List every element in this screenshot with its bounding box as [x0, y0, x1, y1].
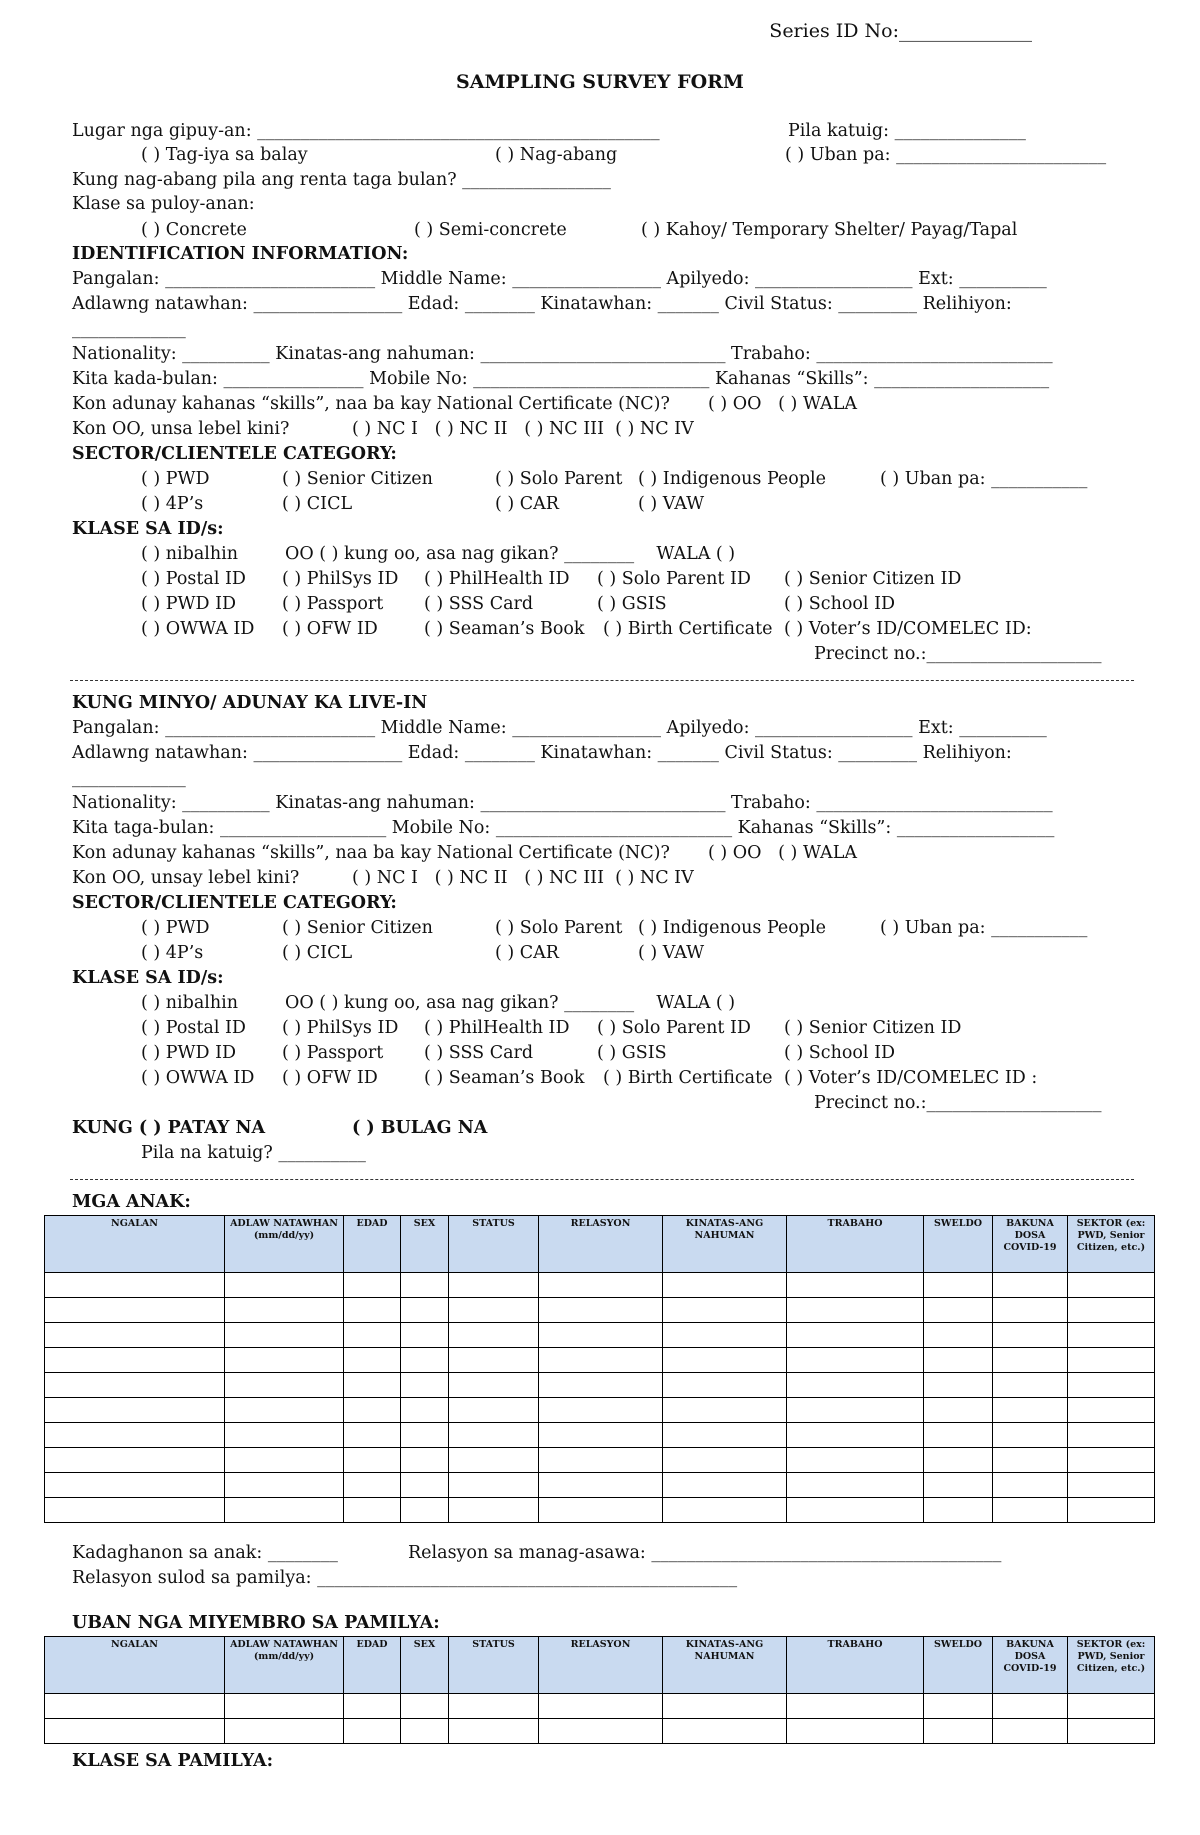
- table-cell[interactable]: [539, 1273, 663, 1298]
- solo-parent-option[interactable]: ( ) Solo Parent: [495, 469, 623, 489]
- table-cell[interactable]: [45, 1323, 225, 1348]
- table-cell[interactable]: [787, 1373, 924, 1398]
- sector-uban-option[interactable]: ( ) Uban pa: ___________: [880, 469, 1088, 489]
- spouse-pwd-option[interactable]: ( ) PWD: [141, 918, 210, 938]
- table-cell[interactable]: [924, 1398, 993, 1423]
- spouse-cicl-option[interactable]: ( ) CICL: [282, 943, 353, 963]
- klase-puloy-label: Klase sa puloy-anan:: [72, 194, 255, 214]
- table-cell[interactable]: [45, 1448, 225, 1473]
- table-cell[interactable]: [787, 1448, 924, 1473]
- table-cell[interactable]: [45, 1273, 225, 1298]
- table-row: [45, 1498, 1155, 1523]
- table-cell[interactable]: [924, 1423, 993, 1448]
- identification-heading: IDENTIFICATION INFORMATION:: [72, 244, 409, 264]
- table-cell[interactable]: [787, 1498, 924, 1523]
- table-row: [45, 1373, 1155, 1398]
- spouse-nationality-line[interactable]: Nationality: __________ Kinatas-ang nahuman: ____________________________ Trabaho: ___________________________: [72, 793, 1053, 813]
- table-row: [45, 1348, 1155, 1373]
- table-cell[interactable]: [401, 1498, 449, 1523]
- table-cell[interactable]: [787, 1298, 924, 1323]
- other-members-table-header: [45, 1637, 1155, 1694]
- column-header: EDAD: [344, 1216, 401, 1273]
- table-cell[interactable]: [449, 1298, 539, 1323]
- table-cell[interactable]: [344, 1694, 401, 1719]
- column-header: EDAD: [344, 1637, 401, 1694]
- table-cell[interactable]: [539, 1298, 663, 1323]
- table-cell[interactable]: [993, 1398, 1068, 1423]
- table-cell[interactable]: [924, 1298, 993, 1323]
- uban-miyembro-heading: UBAN NGA MIYEMBRO SA PAMILYA:: [72, 1613, 440, 1633]
- school-id-option[interactable]: ( ) School ID: [784, 594, 896, 614]
- table-row: [45, 1323, 1155, 1348]
- owwa-id-option[interactable]: ( ) OWWA ID: [141, 619, 255, 639]
- table-cell[interactable]: [225, 1498, 344, 1523]
- spouse-sss-card-option[interactable]: ( ) SSS Card: [424, 1043, 534, 1063]
- column-header: SEX: [401, 1637, 449, 1694]
- lugar-field[interactable]: Lugar nga gipuy-an: ______________________________________________: [72, 121, 660, 141]
- table-cell[interactable]: [1068, 1719, 1155, 1744]
- seaman-book-option[interactable]: ( ) Seaman’s Book: [424, 619, 585, 639]
- spouse-passport-option[interactable]: ( ) Passport: [282, 1043, 384, 1063]
- spouse-klase-id-heading: KLASE SA ID/s:: [72, 968, 224, 988]
- spouse-pwd-id-option[interactable]: ( ) PWD ID: [141, 1043, 237, 1063]
- id-name-line[interactable]: Pangalan: ________________________ Middle Name: _________________ Apilyedo: __________________ Ext: __________: [72, 269, 1047, 289]
- table-cell[interactable]: [539, 1398, 663, 1423]
- table-cell[interactable]: [401, 1323, 449, 1348]
- table-cell[interactable]: [663, 1348, 787, 1373]
- id-birth-line[interactable]: Adlawng natawhan: _________________ Edad: ________ Kinatawhan: _______ Civil Status: _________ Relihiyon:: [72, 294, 1012, 314]
- spouse-income-line[interactable]: Kita taga-bulan: ___________________ Mobile No: ___________________________ Kahanas “Skills”: __________________: [72, 818, 1055, 838]
- table-cell[interactable]: [993, 1373, 1068, 1398]
- table-cell[interactable]: [344, 1348, 401, 1373]
- table-cell[interactable]: [993, 1719, 1068, 1744]
- table-cell[interactable]: [1068, 1298, 1155, 1323]
- table-cell[interactable]: [45, 1348, 225, 1373]
- spouse-philsys-id-option[interactable]: ( ) PhilSys ID: [282, 1018, 399, 1038]
- column-header: BAKUNA DOSA COVID-19: [993, 1637, 1068, 1694]
- table-cell[interactable]: [924, 1719, 993, 1744]
- table-cell[interactable]: [993, 1273, 1068, 1298]
- spouse-senior-id-option[interactable]: ( ) Senior Citizen ID: [784, 1018, 962, 1038]
- spouse-religion-blank[interactable]: _____________: [72, 768, 186, 788]
- table-cell[interactable]: [344, 1423, 401, 1448]
- pwd-option[interactable]: ( ) PWD: [141, 469, 210, 489]
- table-cell[interactable]: [993, 1448, 1068, 1473]
- section-divider: [70, 1179, 1134, 1180]
- table-cell[interactable]: [787, 1398, 924, 1423]
- spouse-birth-line[interactable]: Adlawng natawhan: _________________ Edad: ________ Kinatawhan: _______ Civil Status: _________ Relihiyon:: [72, 743, 1012, 763]
- table-cell[interactable]: [45, 1423, 225, 1448]
- table-cell[interactable]: [225, 1348, 344, 1373]
- table-cell[interactable]: [539, 1373, 663, 1398]
- table-cell[interactable]: [401, 1373, 449, 1398]
- table-cell[interactable]: [449, 1498, 539, 1523]
- nibalhin-origin-field[interactable]: OO ( ) kung oo, asa nag gikan? ________ WALA ( ): [285, 544, 736, 564]
- senior-option[interactable]: ( ) Senior Citizen: [282, 469, 433, 489]
- table-cell[interactable]: [225, 1323, 344, 1348]
- table-cell[interactable]: [344, 1273, 401, 1298]
- 4ps-option[interactable]: ( ) 4P’s: [141, 494, 204, 514]
- column-header: NGALAN: [45, 1637, 225, 1694]
- spouse-precinct-field[interactable]: Precinct no.:____________________: [814, 1093, 1102, 1113]
- table-cell[interactable]: [539, 1694, 663, 1719]
- klase-id-heading: KLASE SA ID/s:: [72, 519, 224, 539]
- sector-heading: SECTOR/CLIENTELE CATEGORY:: [72, 444, 397, 464]
- table-cell[interactable]: [344, 1298, 401, 1323]
- table-cell[interactable]: [1068, 1398, 1155, 1423]
- spouse-nibalhin-origin-field[interactable]: OO ( ) kung oo, asa nag gikan? ________ WALA ( ): [285, 993, 736, 1013]
- table-cell[interactable]: [45, 1694, 225, 1719]
- gsis-option[interactable]: ( ) GSIS: [597, 594, 667, 614]
- table-cell[interactable]: [663, 1373, 787, 1398]
- id-income-line[interactable]: Kita kada-bulan: ________________ Mobile No: ___________________________ Kahanas “Skills”: ____________________: [72, 369, 1050, 389]
- table-cell[interactable]: [449, 1348, 539, 1373]
- table-cell[interactable]: [924, 1694, 993, 1719]
- column-header: KINATAS-ANG NAHUMAN: [663, 1637, 787, 1694]
- semi-concrete-option[interactable]: ( ) Semi-concrete: [414, 220, 567, 240]
- table-row: [45, 1694, 1155, 1719]
- table-cell[interactable]: [401, 1473, 449, 1498]
- spouse-nc-level-question: Kon OO, unsay lebel kini?: [72, 868, 300, 888]
- table-cell[interactable]: [225, 1694, 344, 1719]
- table-cell[interactable]: [663, 1398, 787, 1423]
- table-cell[interactable]: [787, 1273, 924, 1298]
- table-cell[interactable]: [663, 1273, 787, 1298]
- spouse-philhealth-id-option[interactable]: ( ) PhilHealth ID: [424, 1018, 570, 1038]
- spouse-car-option[interactable]: ( ) CAR: [495, 943, 559, 963]
- spouse-voters-id-option[interactable]: ( ) Voter’s ID/COMELEC ID :: [784, 1068, 1038, 1088]
- table-cell[interactable]: [401, 1448, 449, 1473]
- table-cell[interactable]: [993, 1323, 1068, 1348]
- table-cell[interactable]: [225, 1719, 344, 1744]
- spouse-postal-id-option[interactable]: ( ) Postal ID: [141, 1018, 246, 1038]
- table-cell[interactable]: [1068, 1448, 1155, 1473]
- voters-id-option[interactable]: ( ) Voter’s ID/COMELEC ID:: [784, 619, 1032, 639]
- spouse-school-id-option[interactable]: ( ) School ID: [784, 1043, 896, 1063]
- column-header: RELASYON: [539, 1216, 663, 1273]
- table-cell[interactable]: [924, 1273, 993, 1298]
- table-cell[interactable]: [993, 1694, 1068, 1719]
- column-header: TRABAHO: [787, 1637, 924, 1694]
- table-cell[interactable]: [1068, 1498, 1155, 1523]
- table-cell[interactable]: [45, 1373, 225, 1398]
- spouse-indigenous-option[interactable]: ( ) Indigenous People: [638, 918, 826, 938]
- form-title: SAMPLING SURVEY FORM: [456, 71, 744, 93]
- table-cell[interactable]: [539, 1473, 663, 1498]
- column-header: KINATAS-ANG NAHUMAN: [663, 1216, 787, 1273]
- table-cell[interactable]: [225, 1298, 344, 1323]
- table-cell[interactable]: [993, 1348, 1068, 1373]
- precinct-field[interactable]: Precinct no.:____________________: [814, 644, 1102, 664]
- table-cell[interactable]: [225, 1448, 344, 1473]
- spouse-senior-option[interactable]: ( ) Senior Citizen: [282, 918, 433, 938]
- kahoy-option[interactable]: ( ) Kahoy/ Temporary Shelter/ Payag/Tapal: [641, 220, 1018, 240]
- table-row: [45, 1423, 1155, 1448]
- table-cell[interactable]: [539, 1423, 663, 1448]
- table-cell[interactable]: [787, 1423, 924, 1448]
- table-cell[interactable]: [401, 1694, 449, 1719]
- spouse-gsis-option[interactable]: ( ) GSIS: [597, 1043, 667, 1063]
- spouse-nibalhin-option[interactable]: ( ) nibalhin: [141, 993, 239, 1013]
- spouse-vaw-option[interactable]: ( ) VAW: [638, 943, 705, 963]
- table-cell[interactable]: [344, 1323, 401, 1348]
- kung-patay-option[interactable]: KUNG ( ) PATAY NA: [72, 1118, 266, 1138]
- spouse-nc-level-options[interactable]: ( ) NC I ( ) NC II ( ) NC III ( ) NC IV: [352, 868, 694, 888]
- table-cell[interactable]: [1068, 1694, 1155, 1719]
- vaw-option[interactable]: ( ) VAW: [638, 494, 705, 514]
- table-cell[interactable]: [993, 1298, 1068, 1323]
- spouse-ofw-id-option[interactable]: ( ) OFW ID: [282, 1068, 378, 1088]
- concrete-option[interactable]: ( ) Concrete: [141, 220, 247, 240]
- spouse-birth-cert-option[interactable]: ( ) Birth Certificate: [603, 1068, 773, 1088]
- id-nc-options[interactable]: ( ) OO ( ) WALA: [708, 394, 857, 414]
- table-cell[interactable]: [449, 1694, 539, 1719]
- table-cell[interactable]: [787, 1719, 924, 1744]
- bulag-option[interactable]: ( ) BULAG NA: [352, 1118, 488, 1138]
- table-cell[interactable]: [924, 1373, 993, 1398]
- table-cell[interactable]: [1068, 1373, 1155, 1398]
- ofw-id-option[interactable]: ( ) OFW ID: [282, 619, 378, 639]
- pwd-id-option[interactable]: ( ) PWD ID: [141, 594, 237, 614]
- table-cell[interactable]: [401, 1298, 449, 1323]
- column-header: ADLAW NATAWHAN (mm/dd/yy): [225, 1637, 344, 1694]
- column-header: ADLAW NATAWHAN (mm/dd/yy): [225, 1216, 344, 1273]
- table-cell[interactable]: [344, 1398, 401, 1423]
- table-cell[interactable]: [45, 1473, 225, 1498]
- table-cell[interactable]: [225, 1473, 344, 1498]
- id-nc-question: Kon adunay kahanas “skills”, naa ba kay National Certificate (NC)?: [72, 394, 670, 414]
- column-header: SEKTOR (ex: PWD, Senior Citizen, etc.): [1068, 1216, 1155, 1273]
- table-cell[interactable]: [924, 1498, 993, 1523]
- table-cell[interactable]: [787, 1348, 924, 1373]
- column-header: STATUS: [449, 1216, 539, 1273]
- column-header: NGALAN: [45, 1216, 225, 1273]
- table-row: [45, 1448, 1155, 1473]
- table-cell[interactable]: [401, 1423, 449, 1448]
- table-cell[interactable]: [1068, 1473, 1155, 1498]
- car-option[interactable]: ( ) CAR: [495, 494, 559, 514]
- table-row: [45, 1719, 1155, 1744]
- table-cell[interactable]: [993, 1423, 1068, 1448]
- table-cell[interactable]: [663, 1719, 787, 1744]
- spouse-solo-parent-option[interactable]: ( ) Solo Parent: [495, 918, 623, 938]
- table-cell[interactable]: [449, 1448, 539, 1473]
- table-cell[interactable]: [924, 1448, 993, 1473]
- table-cell[interactable]: [401, 1719, 449, 1744]
- table-cell[interactable]: [663, 1448, 787, 1473]
- column-header: RELASYON: [539, 1637, 663, 1694]
- pila-katuig-field[interactable]: Pila katuig: _______________: [788, 121, 1026, 141]
- table-row: [45, 1298, 1155, 1323]
- column-header: TRABAHO: [787, 1216, 924, 1273]
- cicl-option[interactable]: ( ) CICL: [282, 494, 353, 514]
- table-cell[interactable]: [787, 1473, 924, 1498]
- table-cell[interactable]: [225, 1273, 344, 1298]
- spouse-4ps-option[interactable]: ( ) 4P’s: [141, 943, 204, 963]
- table-cell[interactable]: [539, 1498, 663, 1523]
- table-cell[interactable]: [344, 1498, 401, 1523]
- table-cell[interactable]: [663, 1694, 787, 1719]
- table-cell[interactable]: [225, 1398, 344, 1423]
- table-cell[interactable]: [539, 1348, 663, 1373]
- passport-option[interactable]: ( ) Passport: [282, 594, 384, 614]
- renta-field[interactable]: Kung nag-abang pila ang renta taga bulan? _________________: [72, 170, 611, 190]
- spouse-nc-options[interactable]: ( ) OO ( ) WALA: [708, 843, 857, 863]
- spouse-name-line[interactable]: Pangalan: ________________________ Middle Name: _________________ Apilyedo: __________________ Ext: __________: [72, 718, 1047, 738]
- table-row: [45, 1398, 1155, 1423]
- relasyon-sulod-field[interactable]: Relasyon sulod sa pamilya: ________________________________________________: [72, 1568, 738, 1588]
- table-cell[interactable]: [45, 1398, 225, 1423]
- column-header: BAKUNA DOSA COVID-19: [993, 1216, 1068, 1273]
- table-cell[interactable]: [1068, 1423, 1155, 1448]
- id-religion-blank[interactable]: _____________: [72, 319, 186, 339]
- table-cell[interactable]: [539, 1448, 663, 1473]
- table-cell[interactable]: [449, 1273, 539, 1298]
- spouse-seaman-book-option[interactable]: ( ) Seaman’s Book: [424, 1068, 585, 1088]
- uban-pa-option[interactable]: ( ) Uban pa: ________________________: [785, 145, 1107, 165]
- column-header: SWELDO: [924, 1216, 993, 1273]
- indigenous-option[interactable]: ( ) Indigenous People: [638, 469, 826, 489]
- series-id-field[interactable]: Series ID No:______________: [769, 20, 1032, 42]
- table-cell[interactable]: [45, 1298, 225, 1323]
- spouse-solo-parent-id-option[interactable]: ( ) Solo Parent ID: [597, 1018, 751, 1038]
- kadaghanon-field[interactable]: Kadaghanon sa anak: ________: [72, 1543, 338, 1563]
- other-members-table: [44, 1636, 1155, 1744]
- id-nc-level-options[interactable]: ( ) NC I ( ) NC II ( ) NC III ( ) NC IV: [352, 419, 694, 439]
- id-nationality-line[interactable]: Nationality: __________ Kinatas-ang nahuman: ____________________________ Trabaho: ___________________________: [72, 344, 1053, 364]
- table-cell[interactable]: [225, 1373, 344, 1398]
- philsys-id-option[interactable]: ( ) PhilSys ID: [282, 569, 399, 589]
- table-cell[interactable]: [449, 1398, 539, 1423]
- table-cell[interactable]: [663, 1323, 787, 1348]
- column-header: SEX: [401, 1216, 449, 1273]
- table-cell[interactable]: [924, 1473, 993, 1498]
- table-cell[interactable]: [344, 1473, 401, 1498]
- table-cell[interactable]: [449, 1323, 539, 1348]
- table-row: [45, 1473, 1155, 1498]
- relasyon-asawa-field[interactable]: Relasyon sa manag-asawa: ________________________________________: [408, 1543, 1002, 1563]
- table-cell[interactable]: [401, 1348, 449, 1373]
- table-cell[interactable]: [225, 1423, 344, 1448]
- table-cell[interactable]: [449, 1719, 539, 1744]
- spouse-sector-uban-option[interactable]: ( ) Uban pa: ___________: [880, 918, 1088, 938]
- spouse-owwa-id-option[interactable]: ( ) OWWA ID: [141, 1068, 255, 1088]
- table-cell[interactable]: [924, 1323, 993, 1348]
- table-cell[interactable]: [401, 1273, 449, 1298]
- spouse-heading: KUNG MINYO/ ADUNAY KA LIVE-IN: [72, 693, 428, 713]
- section-divider: [70, 680, 1134, 681]
- table-cell[interactable]: [1068, 1273, 1155, 1298]
- children-table-header: [45, 1216, 1155, 1273]
- birth-cert-option[interactable]: ( ) Birth Certificate: [603, 619, 773, 639]
- column-header: SEKTOR (ex: PWD, Senior Citizen, etc.): [1068, 1637, 1155, 1694]
- column-header: SWELDO: [924, 1637, 993, 1694]
- klase-pamilya-heading: KLASE SA PAMILYA:: [72, 1751, 274, 1771]
- postal-id-option[interactable]: ( ) Postal ID: [141, 569, 246, 589]
- table-cell[interactable]: [539, 1719, 663, 1744]
- children-table: [44, 1215, 1155, 1523]
- table-cell[interactable]: [1068, 1323, 1155, 1348]
- table-cell[interactable]: [449, 1373, 539, 1398]
- table-cell[interactable]: [993, 1498, 1068, 1523]
- sss-card-option[interactable]: ( ) SSS Card: [424, 594, 534, 614]
- table-cell[interactable]: [449, 1423, 539, 1448]
- table-cell[interactable]: [449, 1473, 539, 1498]
- table-row: [45, 1273, 1155, 1298]
- table-cell[interactable]: [401, 1398, 449, 1423]
- table-cell[interactable]: [787, 1323, 924, 1348]
- tag-iya-option[interactable]: ( ) Tag-iya sa balay: [141, 145, 308, 165]
- spouse-nc-question: Kon adunay kahanas “skills”, naa ba kay National Certificate (NC)?: [72, 843, 670, 863]
- table-cell[interactable]: [924, 1348, 993, 1373]
- column-header: STATUS: [449, 1637, 539, 1694]
- table-cell[interactable]: [663, 1498, 787, 1523]
- table-cell[interactable]: [993, 1473, 1068, 1498]
- table-cell[interactable]: [663, 1423, 787, 1448]
- nag-abang-option[interactable]: ( ) Nag-abang: [495, 145, 618, 165]
- senior-id-option[interactable]: ( ) Senior Citizen ID: [784, 569, 962, 589]
- solo-parent-id-option[interactable]: ( ) Solo Parent ID: [597, 569, 751, 589]
- mga-anak-heading: MGA ANAK:: [72, 1192, 191, 1212]
- table-cell[interactable]: [344, 1373, 401, 1398]
- table-cell[interactable]: [344, 1448, 401, 1473]
- table-cell[interactable]: [663, 1473, 787, 1498]
- table-cell[interactable]: [45, 1719, 225, 1744]
- table-cell[interactable]: [1068, 1348, 1155, 1373]
- table-cell[interactable]: [45, 1498, 225, 1523]
- pila-na-katuig-field[interactable]: Pila na katuig? __________: [141, 1143, 366, 1163]
- spouse-sector-heading: SECTOR/CLIENTELE CATEGORY:: [72, 893, 397, 913]
- table-cell[interactable]: [539, 1323, 663, 1348]
- id-nc-level-question: Kon OO, unsa lebel kini?: [72, 419, 290, 439]
- table-cell[interactable]: [344, 1719, 401, 1744]
- table-cell[interactable]: [787, 1694, 924, 1719]
- table-cell[interactable]: [663, 1298, 787, 1323]
- nibalhin-option[interactable]: ( ) nibalhin: [141, 544, 239, 564]
- philhealth-id-option[interactable]: ( ) PhilHealth ID: [424, 569, 570, 589]
